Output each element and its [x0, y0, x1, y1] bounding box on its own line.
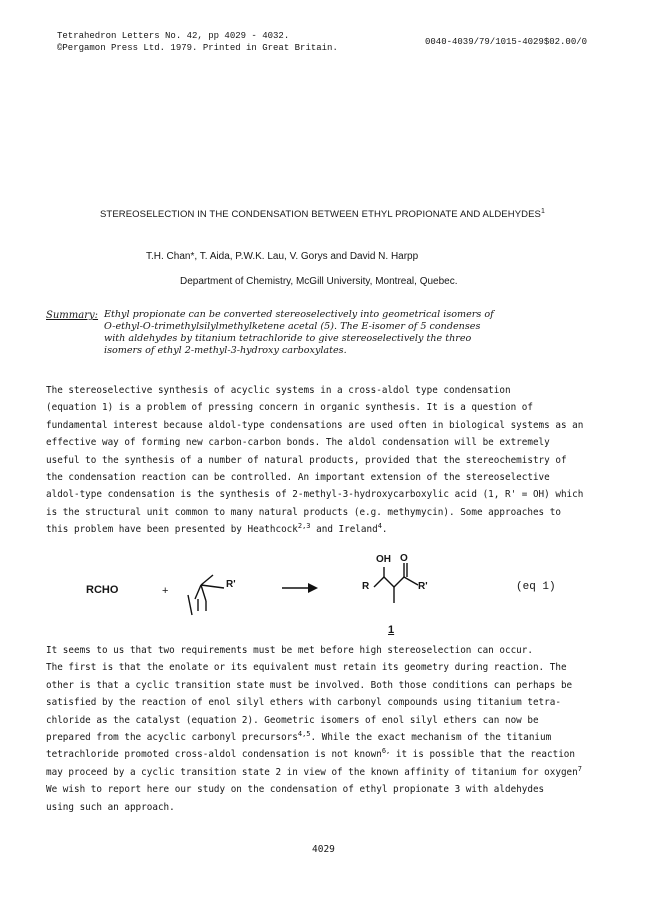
carbonyl-o-label: O: [400, 553, 408, 564]
title-text: STEREOSELECTION IN THE CONDENSATION BETWEEN ETHYL PROPIONATE AND ALDEHYDES: [100, 209, 541, 220]
text-line: The stereoselective synthesis of acyclic systems in a cross-aldol type condensation: [46, 385, 511, 396]
reactant-rcho: RCHO: [86, 584, 119, 596]
text-line: satisfied by the reaction of enol silyl ethers with carbonyl compounds using titanium tetra-: [46, 697, 561, 709]
text-line: aldol-type condensation is the synthesis of 2-methyl-3-hydroxycarboxylic acid (1, R' = OH) which: [46, 489, 584, 501]
text-line: The first is that the enolate or its equivalent must retain its geometry during reaction. The: [46, 662, 567, 674]
text-line: fundamental interest because aldol-type condensations are used often in biological systems as an: [46, 419, 584, 431]
reference-superscript: 4: [377, 522, 382, 531]
reference-superscript: 2,3: [297, 522, 311, 531]
text-line: the condensation reaction can be controlled. An important extension of the stereoselective: [46, 472, 550, 484]
text-line: other is that a cyclic transition state must be involved. Both those conditions can perhaps be: [46, 679, 573, 691]
text-line: We wish to report here our study on the condensation of ethyl propionate 3 with aldehydes: [46, 784, 545, 796]
text-line: using such an approach.: [46, 801, 175, 813]
compound-number: 1: [388, 624, 395, 636]
summary-text: [104, 309, 634, 357]
r-prime-label: R': [226, 579, 236, 590]
title-footnote-ref: 1: [540, 207, 545, 215]
text-line: is the structural unit common to many natural products (e.g. methymycin). Some approaches to: [46, 506, 561, 518]
article-code: 0040-4039/79/1015-4029$02.00/0: [425, 37, 588, 47]
hydroxyl-label: OH: [376, 554, 391, 565]
ketone-structure: [188, 575, 224, 615]
text-line: It seems to us that two requirements must be met before high stereoselection can occur.: [46, 645, 533, 656]
text-line: this problem have been presented by Heathcock$^{2,3}$ and Ireland$^4$.: [46, 522, 388, 536]
summary-line: Ethyl propionate can be converted stereoselectively into geometrical isomers of: [104, 309, 494, 320]
reaction-arrow-icon: [282, 583, 318, 593]
text-line: chloride as the catalyst (equation 2). Geometric isomers of enol silyl ethers can now be: [46, 714, 539, 726]
text-line: useful to the synthesis of a number of natural products, provided that the stereochemistry of: [46, 454, 567, 466]
reference-superscript: 4,5: [297, 729, 311, 738]
author-list: T.H. Chan*, T. Aida, P.W.K. Lau, V. Gorys and David N. Harpp: [146, 251, 419, 262]
paragraph-intro: [46, 382, 636, 539]
r-label: R: [362, 581, 370, 592]
equation-number: (eq 1): [516, 581, 556, 593]
plus-sign: +: [162, 585, 169, 597]
text-line: may proceed by a cyclic transition state 2 in view of the known affinity of titanium for oxygen$^7$: [46, 764, 582, 778]
text-line: (equation 1) is a problem of pressing concern in organic synthesis. It is a question of: [46, 402, 533, 414]
reference-superscript: 6,: [381, 747, 391, 756]
affiliation: Department of Chemistry, McGill University, Montreal, Quebec.: [180, 276, 458, 287]
product-r-prime-label: R': [418, 581, 428, 592]
text-line: tetrachloride promoted cross-aldol condensation is not known$^{6,}$ it is possible that the reaction: [46, 747, 575, 761]
page-number: 4029: [312, 844, 335, 855]
journal-citation: Tetrahedron Letters No. 42, pp 4029 - 4032.: [57, 31, 290, 41]
copyright-line: ©Pergamon Press Ltd. 1979. Printed in Great Britain.: [57, 43, 338, 53]
text-line: prepared from the acyclic carbonyl precursors$^{4,5}$. While the exact mechanism of the titanium: [46, 729, 552, 744]
structure-drawings: [70, 553, 590, 653]
reference-superscript: 7: [577, 764, 582, 773]
product-structure: [374, 563, 418, 603]
text-line: effective way of forming new carbon-carbon bonds. The aldol condensation will be extremely: [46, 437, 550, 449]
journal-header: [57, 30, 338, 54]
summary-line: isomers of ethyl 2-methyl-3-hydroxy carboxylates.: [104, 345, 347, 356]
article-title: [100, 209, 545, 220]
paragraph-requirements: [46, 642, 636, 816]
summary-line: with aldehydes by titanium tetrachloride to give stereoselectively the threo: [104, 333, 472, 344]
summary-label: Summary:: [46, 310, 99, 321]
reaction-scheme-eq1: [70, 553, 590, 653]
summary-line: O-ethyl-O-trimethylsilylmethylketene acetal (5). The E-isomer of 5 condenses: [104, 321, 481, 332]
